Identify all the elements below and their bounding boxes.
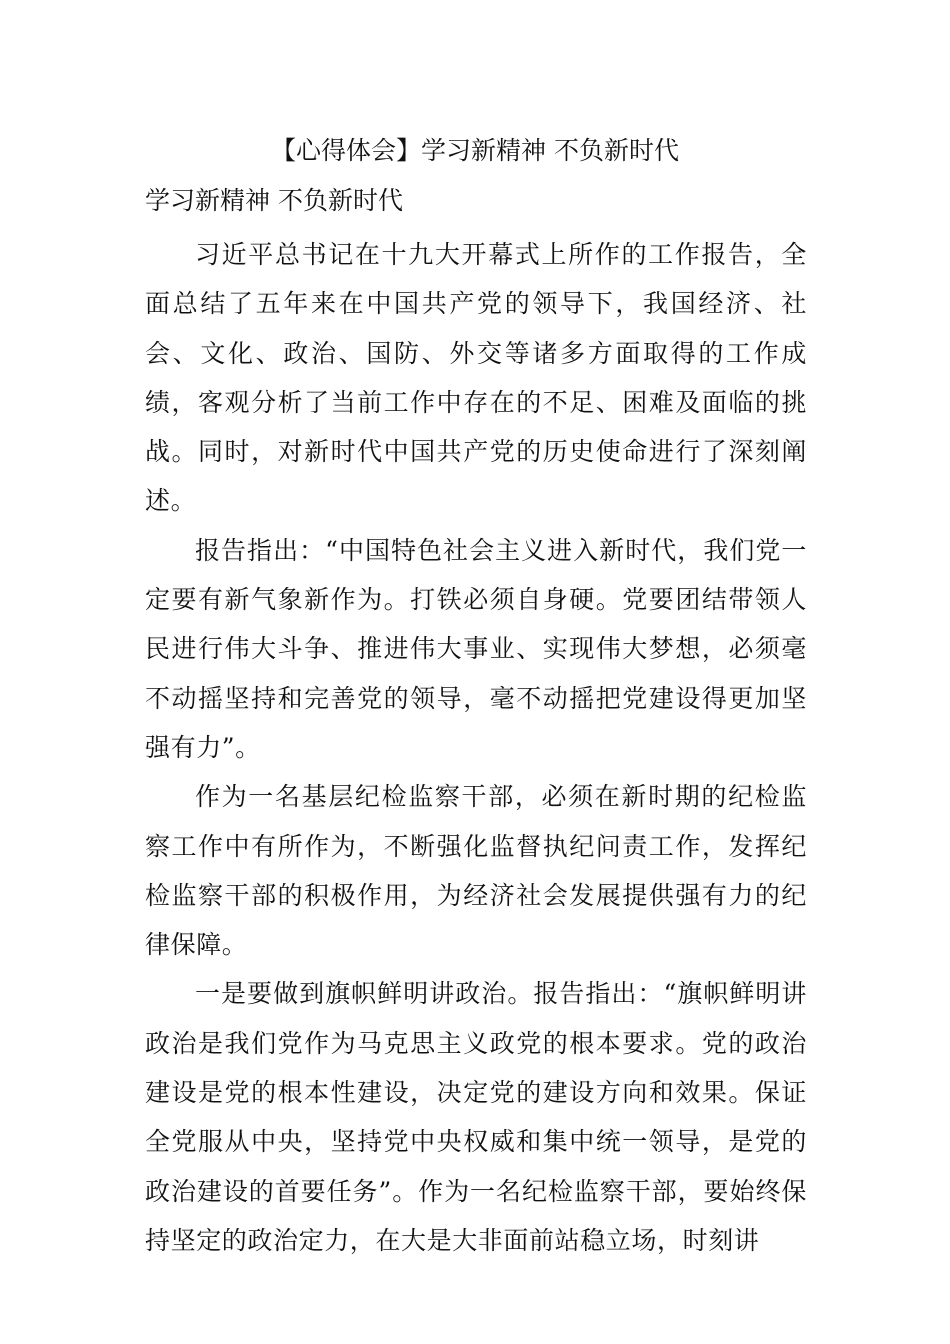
paragraph-3: 作为一名基层纪检监察干部，必须在新时期的纪检监察工作中有所作为，不断强化监督执纪问责工作，发挥纪检监察干部的积极作用，为经济社会发展提供强有力的纪律保障。 <box>145 782 807 960</box>
document-title: 【心得体会】学习新精神 不负新时代 <box>271 136 679 165</box>
paragraph-2: 报告指出：“中国特色社会主义进入新时代，我们党一定要有新气象新作为。打铁必须自身硬。党要团结带领人民进行伟大斗争、推进伟大事业、实现伟大梦想，必须毫不动摇坚持和完善党的领导，毫不动摇把党建设得更加坚强有力”。 <box>145 535 807 762</box>
document-body <box>145 230 807 1265</box>
paragraph-4: 一是要做到旗帜鲜明讲政治。报告指出：“旗帜鲜明讲政治是我们党作为马克思主义政党的根本要求。党的政治建设是党的根本性建设，决定党的建设方向和效果。保证全党服从中央，坚持党中央权威和集中统一领导，是党的政治建设的首要任务”。作为一名纪检监察干部，要始终保持坚定的政治定力，在大是大非面前站稳立场，时刻讲 <box>145 979 807 1255</box>
document-subtitle: 学习新精神 不负新时代 <box>145 186 403 215</box>
paragraph-1: 习近平总书记在十九大开幕式上所作的工作报告，全面总结了五年来在中国共产党的领导下，我国经济、社会、文化、政治、国防、外交等诸多方面取得的工作成绩，客观分析了当前工作中存在的不足、困难及面临的挑战。同时，对新时代中国共产党的历史使命进行了深刻阐述。 <box>145 240 807 516</box>
